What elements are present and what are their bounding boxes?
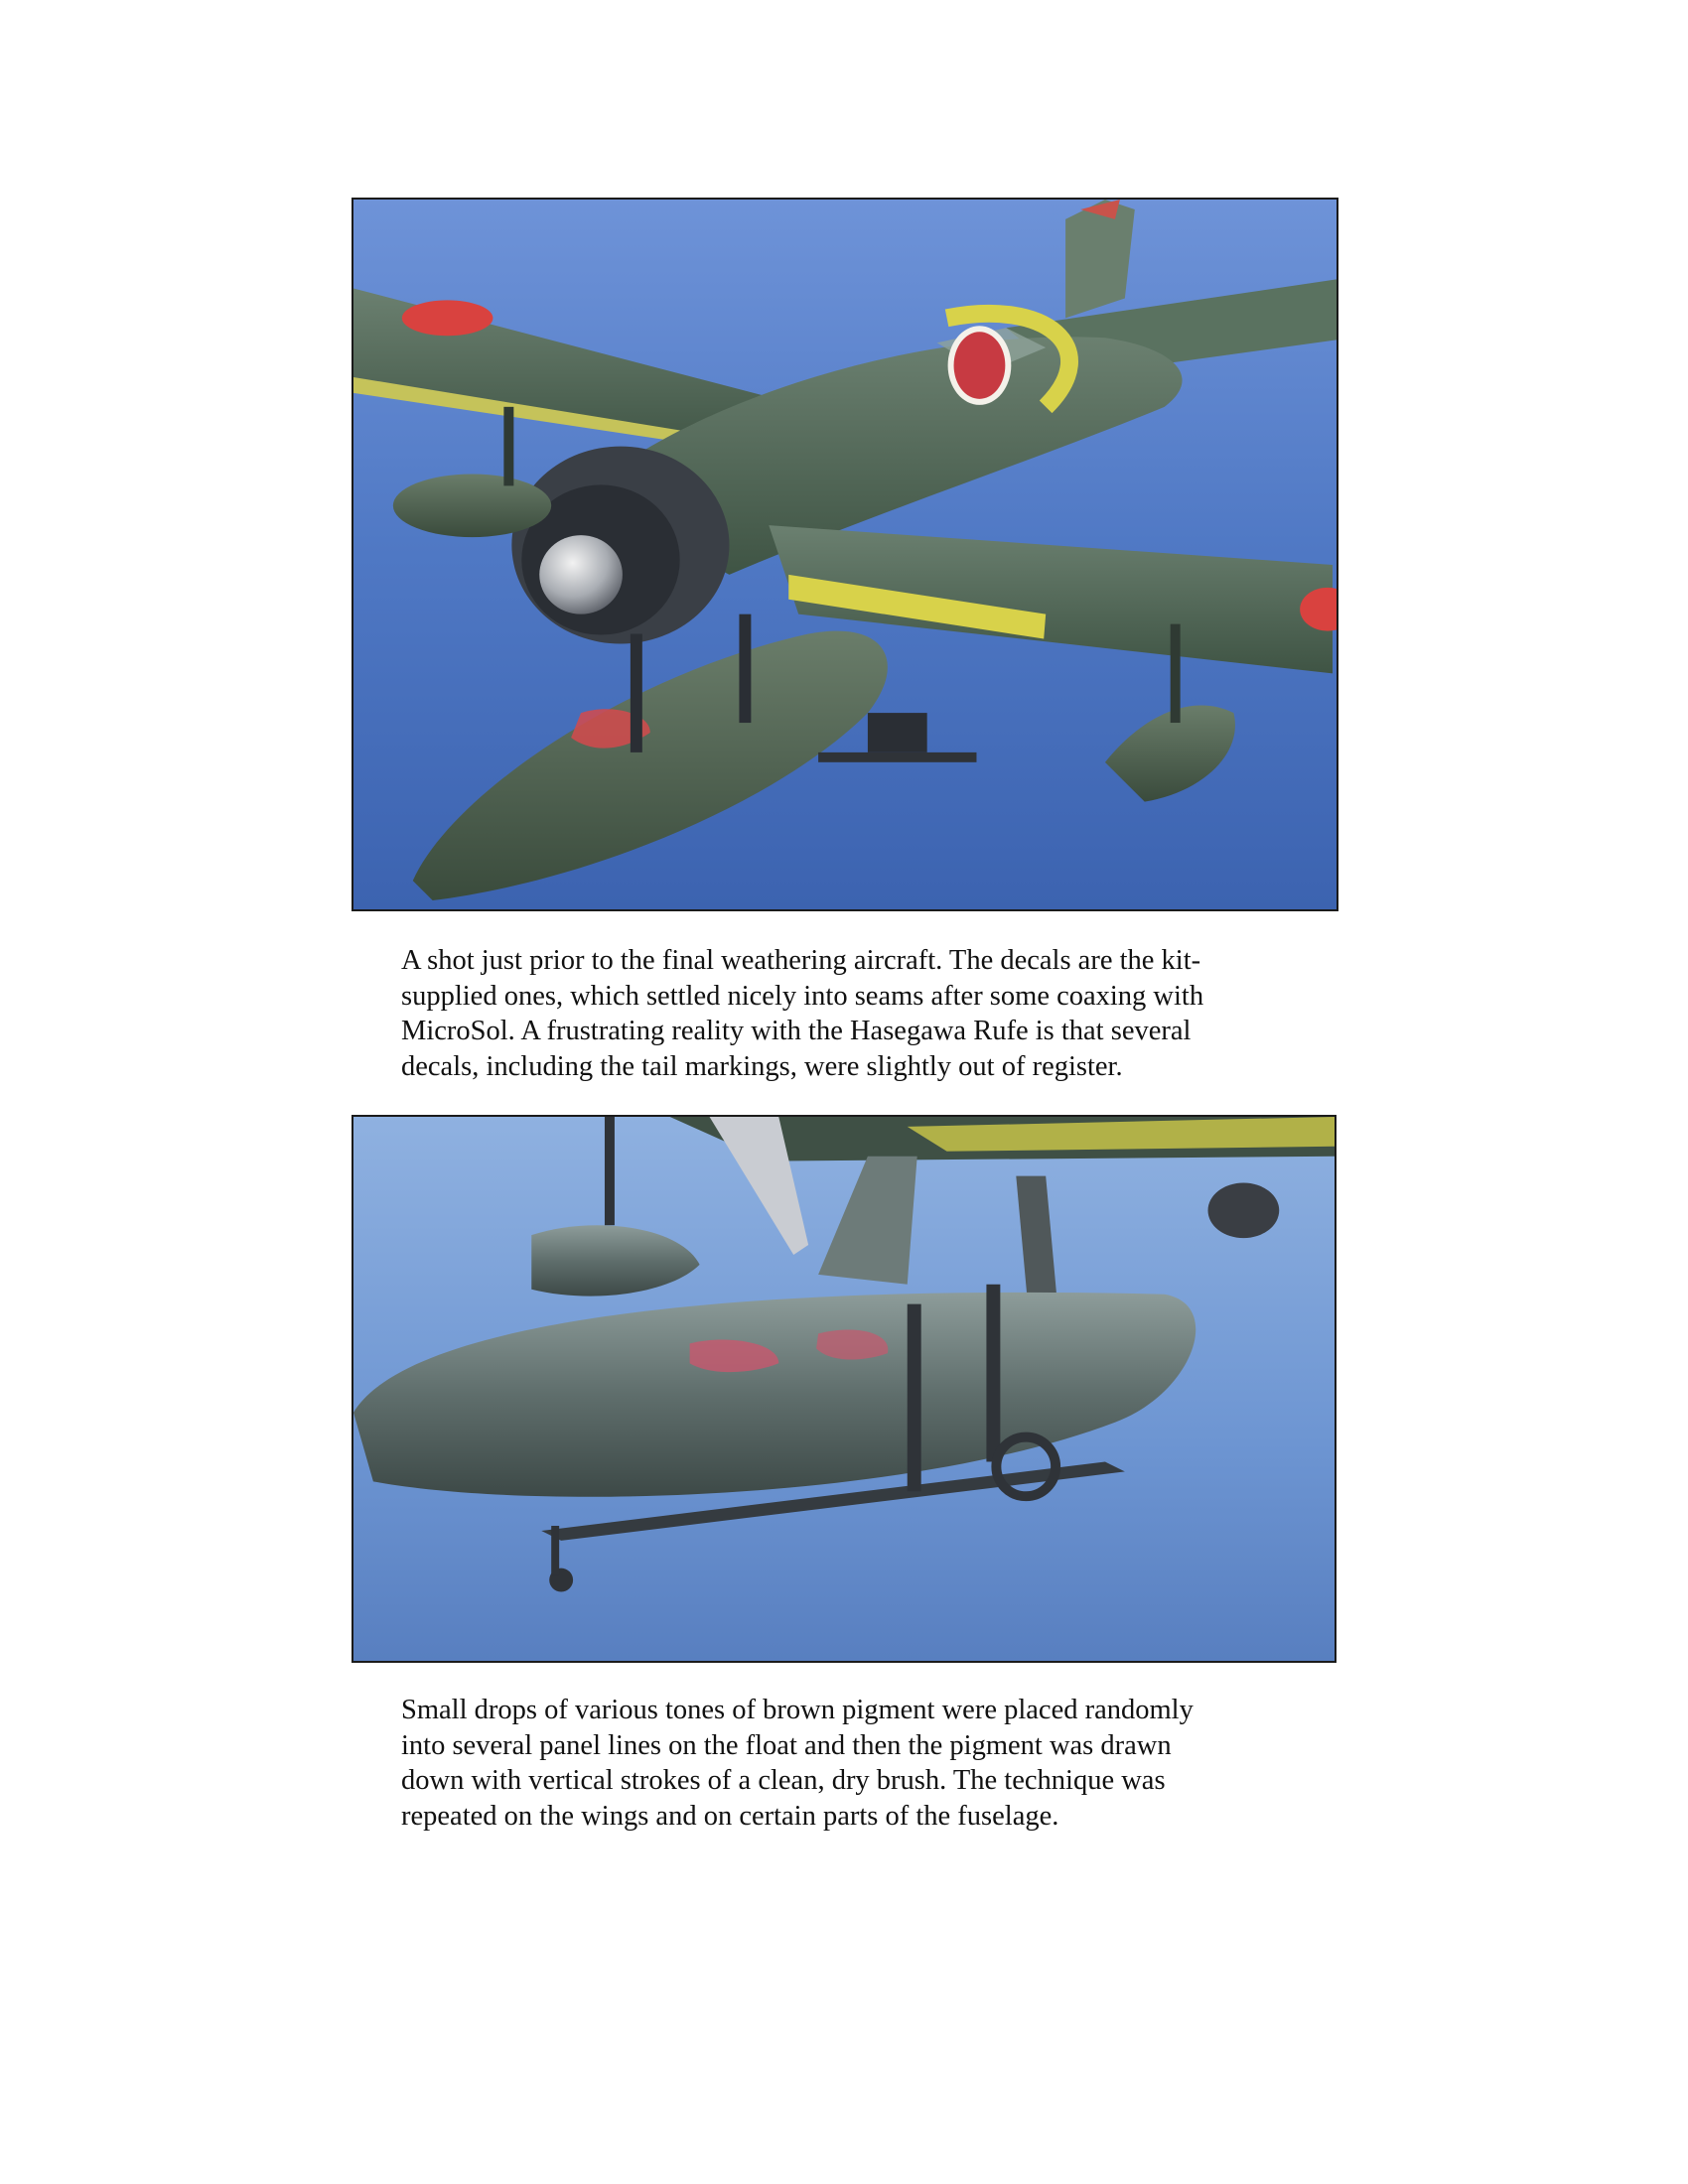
seaplane-model-photo [352, 198, 1338, 911]
float-closeup-illustration [353, 1117, 1335, 1661]
photo-caption: Small drops of various tones of brown pigment were placed randomly into several panel lines on the float and then the pigment was drawn down with vertical strokes of a clean, dry brush. The technique was repeated on the wings and on certain parts of the fuselage. [401, 1695, 1194, 1832]
seaplane-model-illustration [353, 200, 1336, 909]
float-closeup-photo [352, 1115, 1336, 1663]
photo-caption: A shot just prior to the final weathering aircraft. The decals are the kit- supplied ones, which settled nicely into seams after some coaxing with MicroSol. A frustrating reality with the Hasegawa Rufe is that several decals, including the tail markings, were slightly out of register. [401, 945, 1204, 1082]
